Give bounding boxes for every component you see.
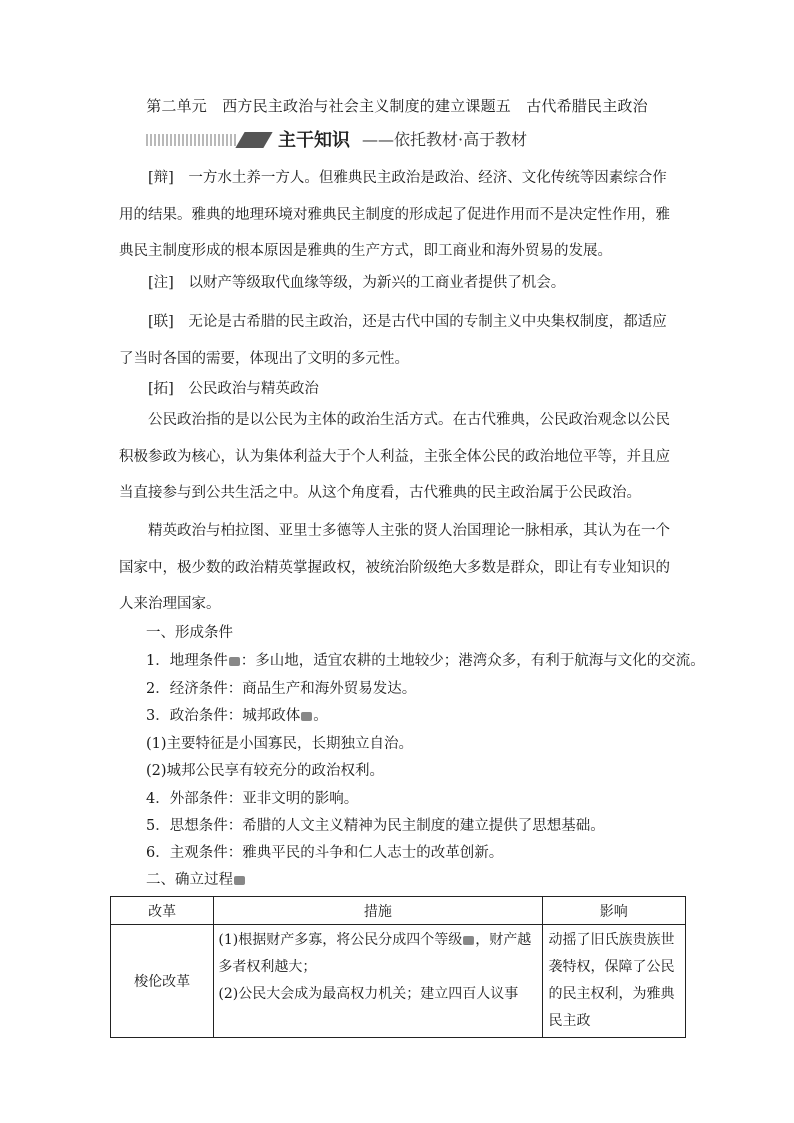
banner-slash-decoration xyxy=(235,132,272,148)
condition-item: 1．地理条件 ：多山地，适宜农耕的土地较少；港湾众多，有利于航海与文化的交流。 xyxy=(146,653,705,669)
note-marker-icon xyxy=(229,657,240,666)
note-marker-icon xyxy=(234,876,245,885)
reform-measures-cell: (1)根据财产多寡，将公民分成四个等级 ，财产越多者权利越大； (2)公民大会成为最高权力机关；建立四百人议事 xyxy=(214,925,542,1038)
paragraph-lian: [联] 无论是古希腊的民主政治，还是古代中国的专制主义中央集权制度，都适应了当时各国的需要，体现出了文明的多元性。 xyxy=(119,314,667,367)
banner-stripe-decoration xyxy=(146,134,238,146)
table-header-cell: 措施 xyxy=(214,897,542,925)
condition-subitem: (2)城邦公民享有较充分的政治权利。 xyxy=(146,763,385,779)
page-title: 第二单元 西方民主政治与社会主义制度的建立课题五 古代希腊民主政治 xyxy=(146,97,648,115)
paragraph-gongmin: 公民政治指的是以公民为主体的政治生活方式。在古代雅典，公民政治观念以公民积极参政为核心，认为集体利益大于个人利益，主张全体公民的政治地位平等，并且应当直接参与到公共生活之中。从这个角度看，古代雅典的民主政治属于公民政治。 xyxy=(119,412,670,501)
reform-name-cell: 梭伦改革 xyxy=(111,925,214,1038)
condition-item: 4．外部条件：亚非文明的影响。 xyxy=(146,791,359,807)
banner-main-text: 主干知识 xyxy=(278,130,350,151)
section-banner xyxy=(146,126,566,154)
paragraph-zhu: [注] 以财产等级取代血缘等级，为新兴的工商业者提供了机会。 xyxy=(148,275,566,291)
reform-table xyxy=(110,896,686,1038)
condition-item: 5．思想条件：希腊的人文主义精神为民主制度的建立提供了思想基础。 xyxy=(146,818,605,834)
table-row xyxy=(111,925,686,1038)
condition-item: 6．主观条件：雅典平民的斗争和仁人志士的改革创新。 xyxy=(146,845,504,861)
reform-effect-cell: 动摇了旧氏族贵族世袭特权，保障了公民的民主权利，为雅典民主政 xyxy=(542,925,686,1038)
table-header-cell: 改革 xyxy=(111,897,214,925)
paragraph-tuo: [拓] 公民政治与精英政治 xyxy=(148,381,319,397)
note-marker-icon xyxy=(463,936,474,945)
paragraph-jingying: 精英政治与柏拉图、亚里士多德等人主张的贤人治国理论一脉相承，其认为在一个国家中，极少数的政治精英掌握政权，被统治阶级绝大多数是群众，即让有专业知识的人来治理国家。 xyxy=(119,523,670,612)
banner-sub-text: ——依托教材·高于教材 xyxy=(362,130,528,149)
table-header-cell: 影响 xyxy=(542,897,686,925)
note-marker-icon xyxy=(301,712,312,721)
condition-item: 3．政治条件：城邦政体 。 xyxy=(146,708,328,724)
section2-heading: 二、确立过程 xyxy=(146,867,246,893)
table-header-row xyxy=(111,897,686,925)
condition-item: 2．经济条件：商品生产和海外贸易发达。 xyxy=(146,681,417,697)
condition-subitem: (1)主要特征是小国寡民，长期独立自治。 xyxy=(146,736,414,752)
paragraph-bian: [辩] 一方水土养一方人。但雅典民主政治是政治、经济、文化传统等因素综合作用的结果。雅典的地理环境对雅典民主制度的形成起了促进作用而不是决定性作用，雅典民主制度形成的根本原因是雅典的生产方式，即工商业和海外贸易的发展。 xyxy=(119,170,670,259)
section1-heading: 一、形成条件 xyxy=(146,625,233,641)
